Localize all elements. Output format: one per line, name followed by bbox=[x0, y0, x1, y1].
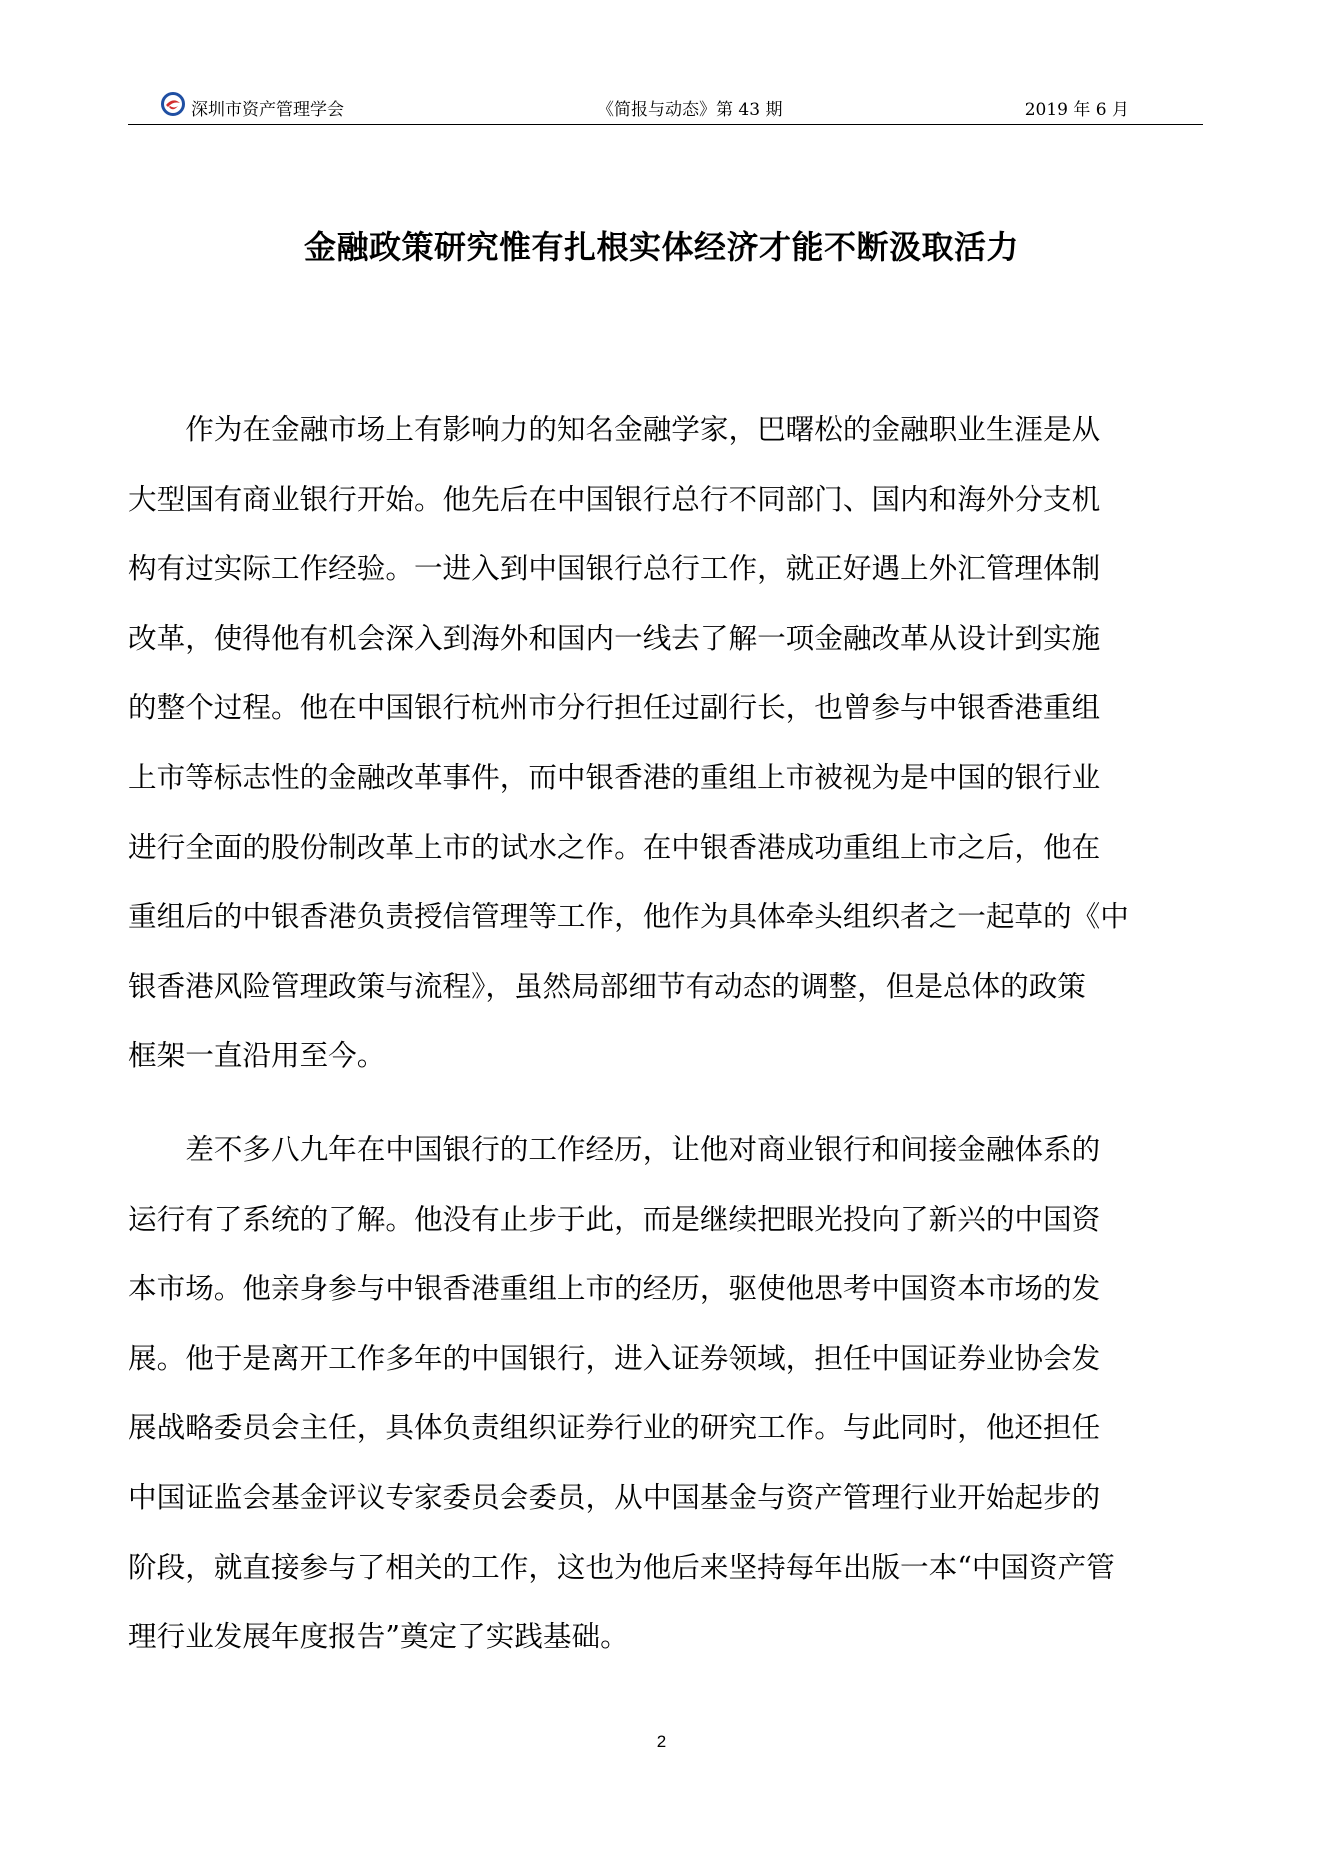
paragraph-gap bbox=[128, 1091, 1203, 1115]
issue-label: 《简报与动态》第 43 期 bbox=[597, 100, 783, 120]
text-line: 本市场。他亲身参与中银香港重组上市的经历，驱使他思考中国资本市场的发 bbox=[128, 1271, 1101, 1306]
logo-ring bbox=[163, 94, 184, 115]
text-line: 进行全面的股份制改革上市的试水之作。在中银香港成功重组上市之后，他在 bbox=[128, 829, 1101, 864]
text-line: 大型国有商业银行开始。他先后在中国银行总行不同部门、国内和海外分支机 bbox=[128, 481, 1101, 516]
text-line: 的整个过程。他在中国银行杭州市分行担任过副行长，也曾参与中银香港重组 bbox=[128, 690, 1101, 725]
text-line: 运行有了系统的了解。他没有止步于此，而是继续把眼光投向了新兴的中国资 bbox=[128, 1201, 1101, 1236]
text-line: 阶段，就直接参与了相关的工作，这也为他后来坚持每年出版一本“中国资产管 bbox=[128, 1549, 1115, 1584]
article-title: 金融政策研究惟有扎根实体经济才能不断汲取活力 bbox=[303, 228, 1019, 266]
paragraph-2 bbox=[128, 1115, 1203, 1672]
text-line: 构有过实际工作经验。一进入到中国银行总行工作，就正好遇上外汇管理体制 bbox=[128, 551, 1101, 586]
text-line: 中国证监会基金评议专家委员会委员，从中国基金与资产管理行业开始起步的 bbox=[128, 1479, 1101, 1514]
text-line: 框架一直沿用至今。 bbox=[128, 1038, 386, 1073]
issue-date: 2019 年 6 月 bbox=[1024, 100, 1129, 120]
text-line: 理行业发展年度报告”奠定了实践基础。 bbox=[128, 1619, 629, 1654]
text-line: 改革，使得他有机会深入到海外和国内一线去了解一项金融改革从设计到实施 bbox=[128, 620, 1101, 655]
text-line: 上市等标志性的金融改革事件，而中银香港的重组上市被视为是中国的银行业 bbox=[128, 759, 1101, 794]
text-line: 银香港风险管理政策与流程》，虽然局部细节有动态的调整，但是总体的政策 bbox=[128, 968, 1086, 1003]
text-line: 作为在金融市场上有影响力的知名金融学家，巴曙松的金融职业生涯是从 bbox=[128, 412, 1101, 446]
page-header bbox=[128, 90, 1203, 125]
org-logo-icon bbox=[161, 92, 185, 116]
org-name: 深圳市资产管理学会 bbox=[191, 100, 344, 120]
logo-swoosh bbox=[166, 100, 180, 107]
text-line: 展。他于是离开工作多年的中国银行，进入证券领域，担任中国证券业协会发 bbox=[128, 1340, 1101, 1375]
text-line: 差不多八九年在中国银行的工作经历，让他对商业银行和间接金融体系的 bbox=[128, 1131, 1101, 1166]
text-line: 重组后的中银香港负责授信管理等工作，他作为具体牵头组织者之一起草的《中 bbox=[128, 899, 1129, 934]
paragraph-1 bbox=[128, 395, 1203, 1091]
text-line: 展战略委员会主任，具体负责组织证券行业的研究工作。与此同时，他还担任 bbox=[128, 1410, 1101, 1445]
page-number: 2 bbox=[656, 1732, 667, 1751]
logo-swoosh-lower bbox=[169, 106, 178, 109]
article-body bbox=[128, 395, 1203, 1672]
